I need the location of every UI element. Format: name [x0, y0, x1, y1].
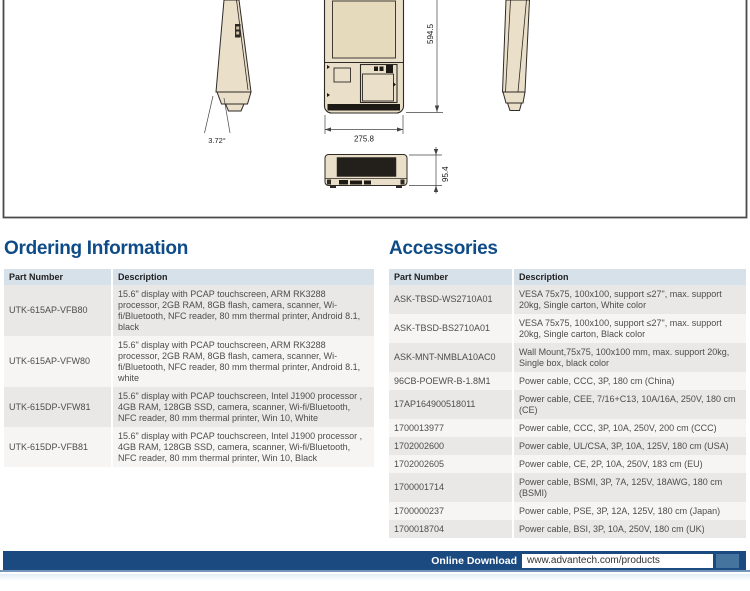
description-cell: Power cable, CCC, 3P, 10A, 250V, 200 cm (CCC) [513, 419, 746, 437]
download-url[interactable]: www.advantech.com/products [522, 554, 713, 568]
table-row [389, 372, 746, 390]
table-row [4, 285, 374, 336]
description-cell: Power cable, PSE, 3P, 12A, 125V, 180 cm (Japan) [513, 502, 746, 520]
description-cell: Power cable, BSI, 3P, 10A, 250V, 180 cm (UK) [513, 520, 746, 538]
description-cell: VESA 75x75, 100x100, support ≤27", max. support 20kg, Single carton, Black color [513, 314, 746, 343]
description-cell: Power cable, CE, 2P, 10A, 250V, 183 cm (EU) [513, 455, 746, 473]
kiosk-front-view [325, 0, 404, 113]
part-number-cell: 1700018704 [389, 520, 513, 538]
height-dim-arrow [435, 106, 439, 113]
depth-dim-arrow-top [434, 149, 438, 155]
description-cell: 15.6" display with PCAP touchscreen, ARM RK3288 processor, 2GB RAM, 8GB flash, camera, scanner, Wi-fi/Bluetooth, NFC reader, 80 mm thermal printer, Android 8.1, white [112, 336, 374, 387]
dim-height-label: 594.5 [426, 23, 435, 44]
ordering-table [4, 269, 374, 467]
description-cell: 15.6" display with PCAP touchscreen, Intel J1900 processor , 4GB RAM, 128GB SSD, camera, scanner, Wi-fi/Bluetooth, NFC reader, 80 mm thermal printer, Win 10, Black [112, 427, 374, 467]
depth-dimension [409, 147, 442, 194]
column-header-description: Description [513, 269, 746, 285]
description-cell: 15.6" display with PCAP touchscreen, Intel J1900 processor , 4GB RAM, 128GB SSD, camera, scanner, Wi-fi/Bluetooth, NFC reader, 80 mm thermal printer, Win 10, White [112, 387, 374, 427]
footer-divider-line [0, 570, 750, 572]
width-dimension [325, 115, 403, 134]
dim-angle-label: 3.72° [208, 136, 226, 145]
table-row [389, 390, 746, 419]
kiosk-side-view-left [216, 0, 251, 111]
kiosk-side-view-right [503, 0, 530, 111]
table-header-row [4, 269, 374, 285]
online-download-label: Online Download [431, 554, 517, 567]
kiosk-bottom-view [325, 155, 407, 189]
part-number-cell: UTK-615DP-VFB81 [4, 427, 112, 467]
accessories-section [389, 238, 746, 538]
column-header-description: Description [112, 269, 374, 285]
part-number-cell: ASK-MNT-NMBLA10AC0 [389, 343, 513, 372]
accessories-table [389, 269, 746, 538]
footer-fade-band [0, 574, 750, 581]
table-row [389, 285, 746, 314]
table-row [4, 387, 374, 427]
footer-accent-square [716, 554, 739, 568]
table-row [4, 427, 374, 467]
part-number-cell: ASK-TBSD-WS2710A01 [389, 285, 513, 314]
column-header-part-number: Part Number [389, 269, 513, 285]
description-cell: Power cable, CEE, 7/16+C13, 10A/16A, 250V, 180 cm (CE) [513, 390, 746, 419]
table-row [389, 419, 746, 437]
part-number-cell: 1700000237 [389, 502, 513, 520]
height-dimension [406, 0, 443, 113]
part-number-cell: 1702002605 [389, 455, 513, 473]
part-number-cell: UTK-615AP-VFB80 [4, 285, 112, 336]
description-cell: 15.6" display with PCAP touchscreen, ARM RK3288 processor, 2GB RAM, 8GB flash, camera, scanner, Wi-fi/Bluetooth, NFC reader, 80 mm thermal printer, Android 8.1, black [112, 285, 374, 336]
description-cell: Wall Mount,75x75, 100x100 mm, max. support 20kg, Single box, black color [513, 343, 746, 372]
table-row [389, 520, 746, 538]
depth-dim-arrow-bottom [434, 186, 438, 193]
ordering-section-title: Ordering Information [4, 238, 189, 259]
part-number-cell: ASK-TBSD-BS2710A01 [389, 314, 513, 343]
part-number-cell: 1700013977 [389, 419, 513, 437]
table-row [389, 343, 746, 372]
part-number-cell: UTK-615AP-VFW80 [4, 336, 112, 387]
column-header-part-number: Part Number [4, 269, 112, 285]
dimension-drawing-panel [0, 0, 750, 220]
ordering-information-section [4, 238, 374, 467]
table-row [389, 314, 746, 343]
part-number-cell: 96CB-POEWR-B-1.8M1 [389, 372, 513, 390]
description-cell: VESA 75x75, 100x100, support ≤27", max. support 20kg, Single carton, White color [513, 285, 746, 314]
dim-width-label: 275.8 [353, 134, 375, 144]
table-row [389, 502, 746, 520]
table-row [4, 336, 374, 387]
online-download-bar [3, 551, 746, 570]
kiosk-dimension-drawing [0, 0, 750, 220]
description-cell: Power cable, BSMI, 3P, 7A, 125V, 18AWG, 180 cm (BSMI) [513, 473, 746, 502]
part-number-cell: 17AP164900518011 [389, 390, 513, 419]
part-number-cell: 1702002600 [389, 437, 513, 455]
width-dim-arrow-right [397, 127, 403, 131]
description-cell: Power cable, CCC, 3P, 180 cm (China) [513, 372, 746, 390]
dim-depth-label: 95.4 [441, 166, 450, 182]
table-row [389, 455, 746, 473]
accessories-section-title: Accessories [389, 238, 498, 259]
part-number-cell: 1700001714 [389, 473, 513, 502]
table-row [389, 437, 746, 455]
table-row [389, 473, 746, 502]
description-cell: Power cable, UL/CSA, 3P, 10A, 125V, 180 cm (USA) [513, 437, 746, 455]
table-header-row [389, 269, 746, 285]
width-dim-arrow-left [325, 127, 331, 131]
part-number-cell: UTK-615DP-VFW81 [4, 387, 112, 427]
